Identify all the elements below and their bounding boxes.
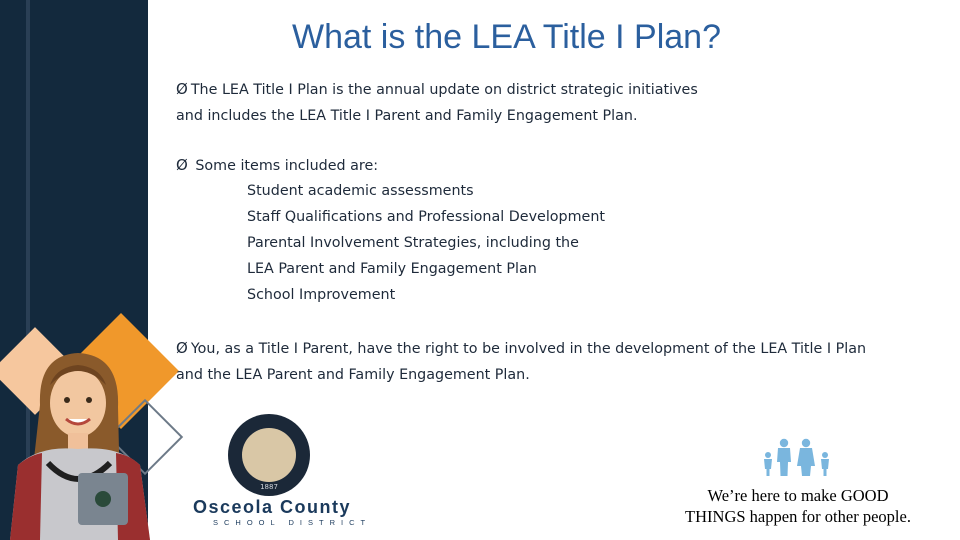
paragraph-line: Some items included are:	[190, 158, 379, 174]
paragraph-line: and includes the LEA Title I Parent and Family Engagement Plan.	[176, 108, 638, 124]
seal-year: 1887	[260, 483, 278, 491]
paragraph-line: You, as a Title I Parent, have the right to be involved in the development of the LEA Title I Plan	[190, 341, 867, 357]
list-item: LEA Parent and Family Engagement Plan	[247, 261, 537, 277]
tagline	[672, 485, 924, 527]
list-item: Staff Qualifications and Professional Development	[247, 209, 606, 225]
logo-county-name: Osceola County	[193, 497, 352, 517]
slide-title: What is the LEA Title I Plan?	[292, 18, 722, 56]
family-icon	[760, 438, 836, 478]
logo-district-subtitle: SCHOOL DISTRICT	[213, 518, 372, 527]
paragraph-line: The LEA Title I Plan is the annual update on district strategic initiatives	[190, 82, 698, 98]
list-item: Parental Involvement Strategies, including the	[247, 235, 579, 251]
list-item: School Improvement	[247, 287, 396, 303]
district-seal-logo	[228, 414, 310, 496]
paragraph-parent-rights	[176, 335, 866, 388]
paragraph-items-intro	[176, 152, 378, 179]
included-items-list	[247, 178, 605, 308]
paragraph-plan-description	[176, 76, 698, 129]
arrow-bullet-icon: Ø	[176, 156, 188, 174]
tagline-line: We’re here to make GOOD	[707, 486, 889, 505]
seal-portrait	[242, 428, 296, 482]
arrow-bullet-icon: Ø	[176, 339, 188, 357]
student-photo	[0, 345, 160, 540]
tagline-line: THINGS happen for other people.	[685, 507, 911, 526]
arrow-bullet-icon: Ø	[176, 80, 188, 98]
paragraph-line: and the LEA Parent and Family Engagement Plan.	[176, 367, 530, 383]
list-item: Student academic assessments	[247, 183, 474, 199]
